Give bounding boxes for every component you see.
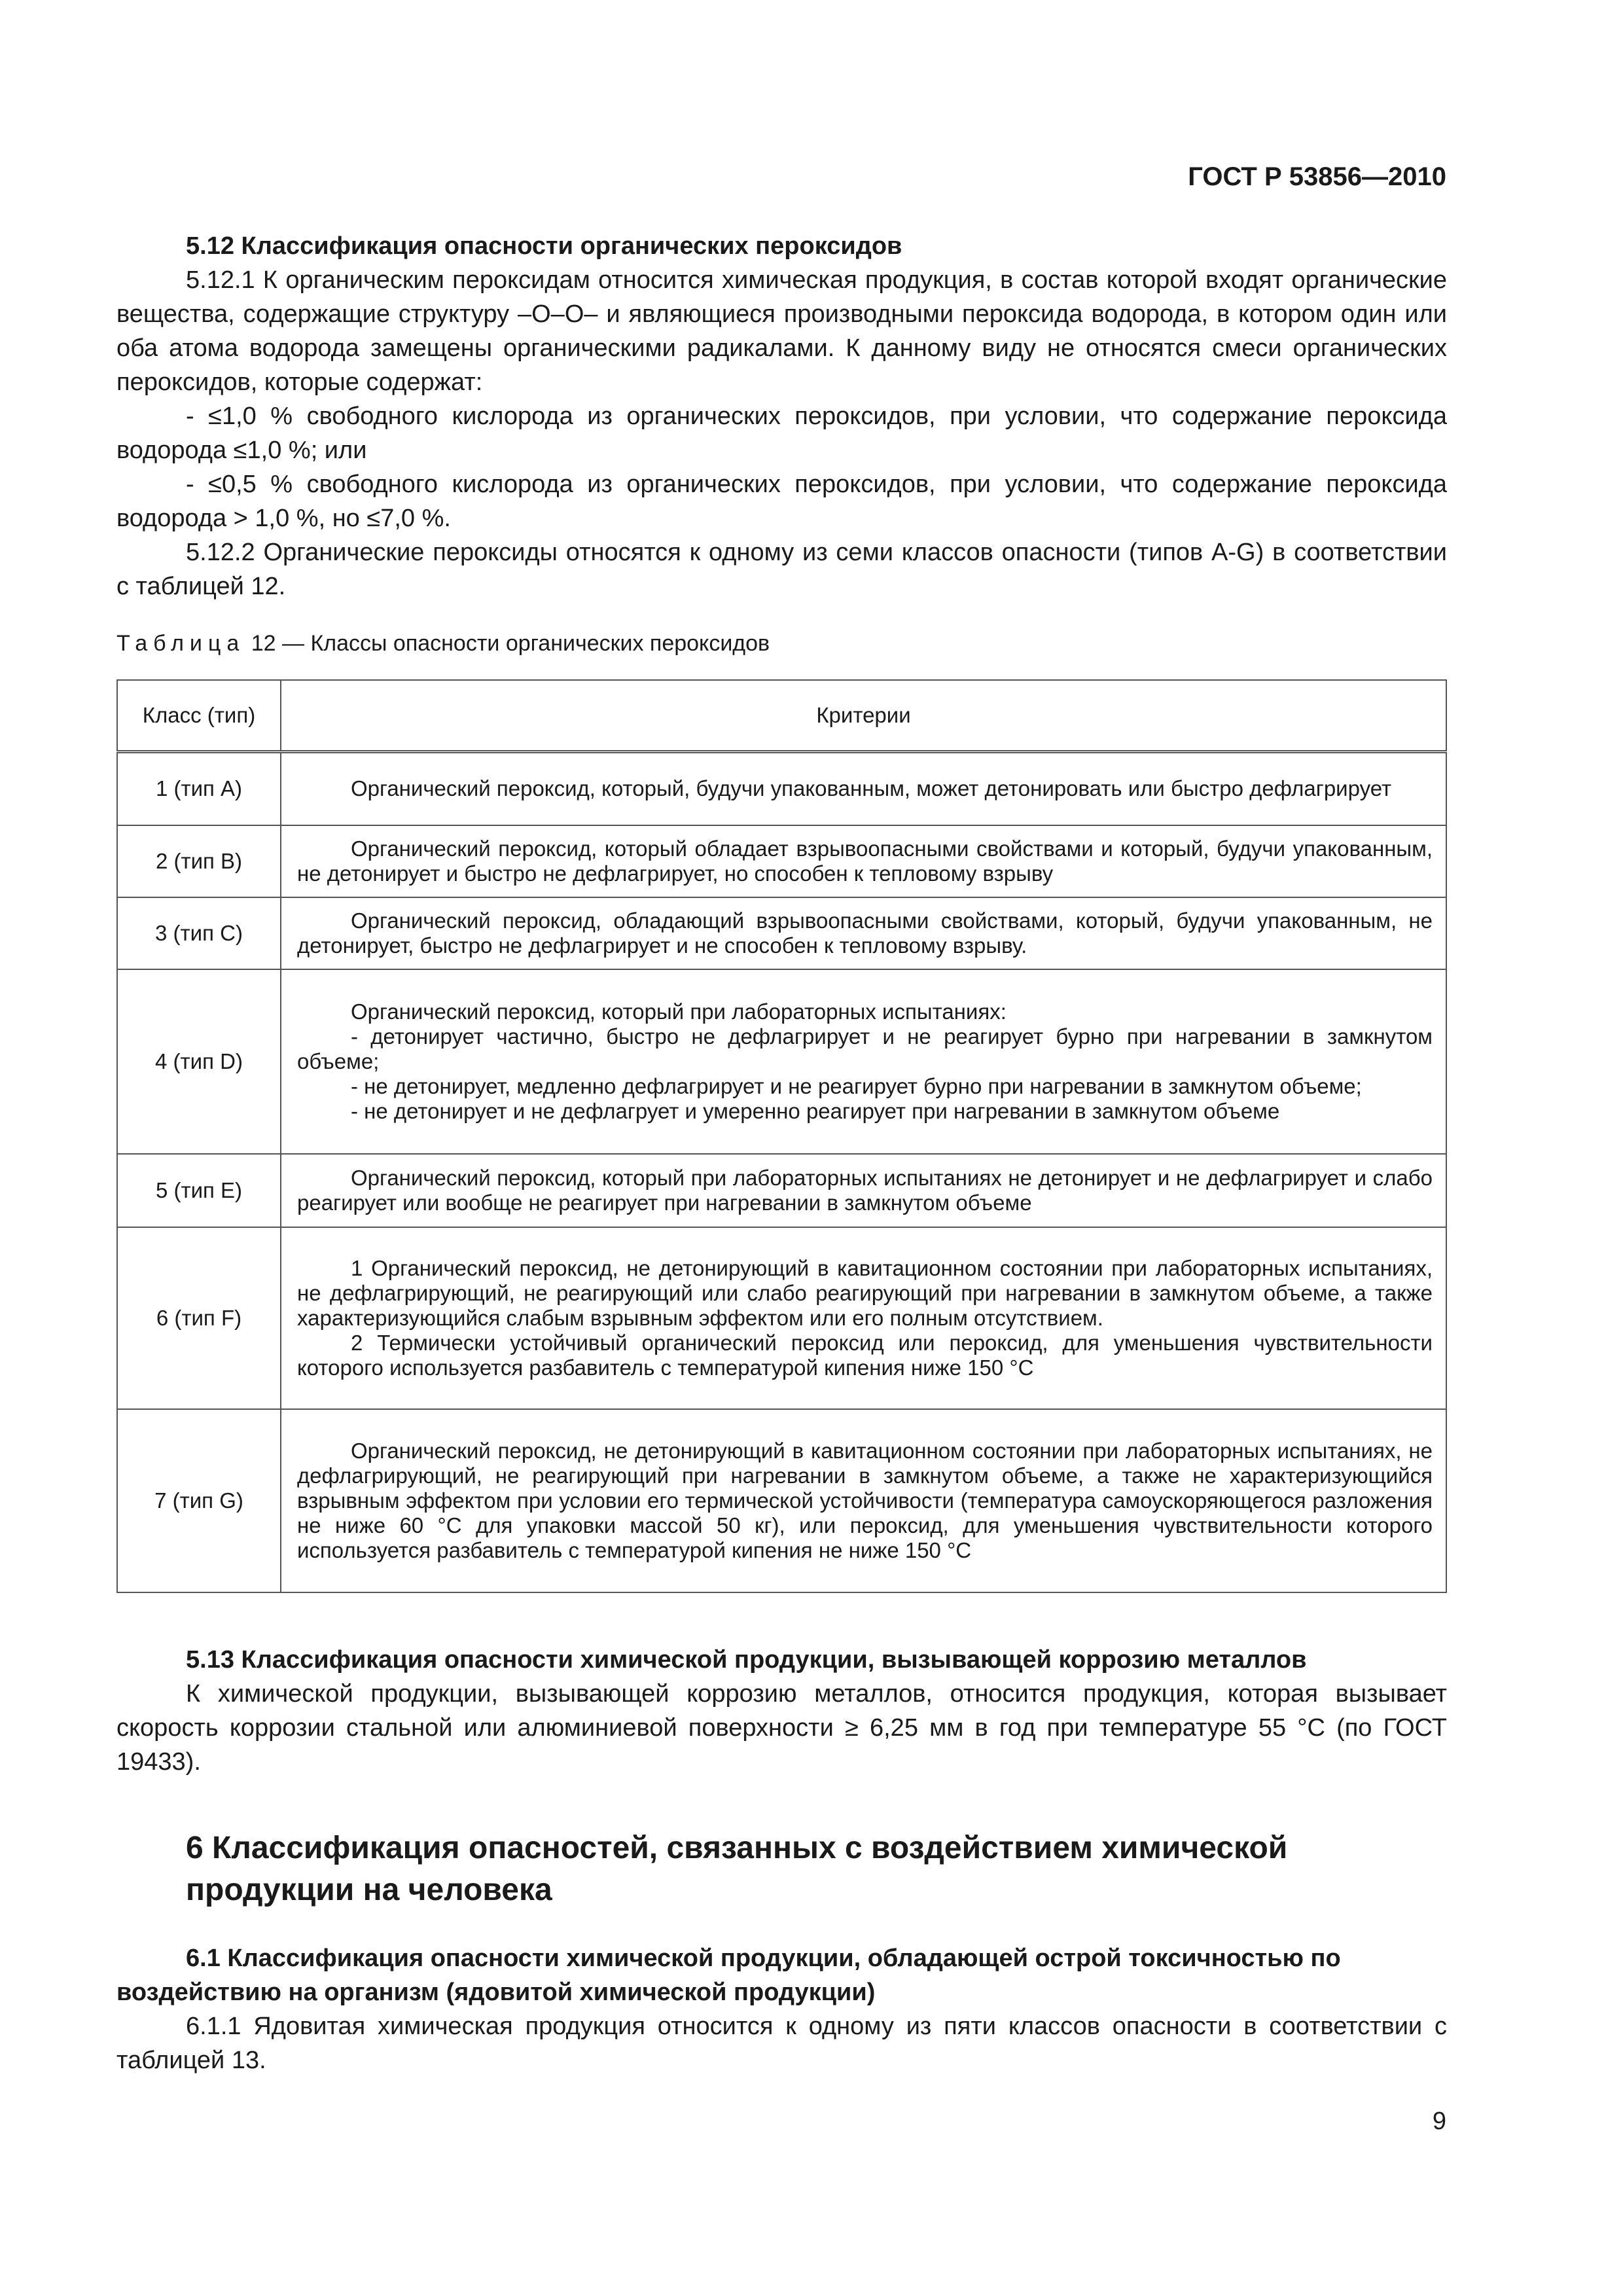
criteria-cell xyxy=(281,969,1446,1154)
document-code: ГОСТ Р 53856—2010 xyxy=(1188,162,1446,191)
criteria-text: 2 Термически устойчивый органический пероксид или пероксид, для уменьшения чувствительности которого используется разбавитель с температурой кипения ниже 150 °С xyxy=(297,1330,1433,1380)
paragraph: К химической продукции, вызывающей коррозию металлов, относится продукция, которая вызывает скорость коррозии стальной или алюминиевой поверхности ≥ 6,25 мм в год при температуре 55 °С (по ГОСТ 19433). xyxy=(116,1680,1447,1776)
chapter-heading-line-2: продукции на человека xyxy=(186,1873,552,1907)
table-row xyxy=(117,1154,1446,1227)
section-5-13 xyxy=(116,1643,1447,1779)
class-cell: 7 (тип G) xyxy=(117,1409,281,1592)
table-header-row xyxy=(117,680,1446,752)
criteria-cell xyxy=(281,825,1446,897)
criteria-text: Органический пероксид, который при лабораторных испытаниях: xyxy=(351,999,1007,1024)
class-cell: 3 (тип C) xyxy=(117,897,281,969)
class-cell: 2 (тип B) xyxy=(117,825,281,897)
hazard-classes-table xyxy=(116,679,1447,1593)
criteria-text: - не детонирует, медленно дефлагрирует и не реагирует бурно при нагревании в замкнутом объеме; xyxy=(351,1073,1362,1098)
criteria-cell xyxy=(281,1409,1446,1592)
criteria-text: Органический пероксид, который, будучи упакованным, может детонировать или быстро дефлагрирует xyxy=(351,776,1392,801)
column-header-criteria: Критерии xyxy=(281,680,1446,752)
paragraph: 5.12.2 Органические пероксиды относятся к одному из семи классов опасности (типов A-G) в соответствии с таблицей 12. xyxy=(116,539,1447,600)
section-6-1 xyxy=(116,1941,1447,2077)
criteria-cell xyxy=(281,1227,1446,1409)
list-item: - ≤1,0 % свободного кислорода из органических пероксидов, при условии, что содержание пероксида водорода ≤1,0 %; или xyxy=(116,403,1447,464)
criteria-cell xyxy=(281,752,1446,825)
table-caption-text: 12 — Классы опасности органических пероксидов xyxy=(245,631,770,656)
criteria-text: Органический пероксид, обладающий взрывоопасными свойствами, который, будучи упакованным, не детонирует, быстро не дефлагрирует и не способен к тепловому взрыву. xyxy=(297,908,1433,958)
table-row xyxy=(117,1409,1446,1592)
paragraph: 6.1.1 Ядовитая химическая продукция относится к одному из пяти классов опасности в соответствии с таблицей 13. xyxy=(116,2013,1447,2074)
class-cell: 5 (тип E) xyxy=(117,1154,281,1227)
chapter-heading-line-1: 6 Классификация опасностей, связанных с воздействием химической xyxy=(186,1831,1288,1865)
section-heading: 5.13 Классификация опасности химической продукции, вызывающей коррозию металлов xyxy=(186,1646,1307,1674)
criteria-text: - детонирует частично, быстро не дефлагрирует и не реагирует бурно при нагревании в замкнутом объеме; xyxy=(297,1024,1433,1073)
table-row xyxy=(117,752,1446,825)
criteria-text: Органический пероксид, который обладает взрывоопасными свойствами и который, будучи упакованным, не детонирует и быстро не дефлагрирует, но способен к тепловому взрыву xyxy=(297,836,1433,886)
section-6 xyxy=(116,1827,1447,1911)
list-item: - ≤0,5 % свободного кислорода из органических пероксидов, при условии, что содержание пероксида водорода > 1,0 %, но ≤7,0 %. xyxy=(116,471,1447,532)
criteria-text: Органический пероксид, который при лабораторных испытаниях не детонирует и не дефлагрирует и слабо реагирует или вообще не реагирует при нагревании в замкнутом объеме xyxy=(297,1165,1433,1215)
page-number: 9 xyxy=(1432,2108,1446,2135)
criteria-text: - не детонирует и не дефлагрует и умеренно реагирует при нагревании в замкнутом объеме xyxy=(351,1098,1280,1123)
table-row xyxy=(117,969,1446,1154)
class-cell: 4 (тип D) xyxy=(117,969,281,1154)
column-header-class: Класс (тип) xyxy=(117,680,281,752)
criteria-cell xyxy=(281,1154,1446,1227)
class-cell: 1 (тип A) xyxy=(117,752,281,825)
table-row xyxy=(117,897,1446,969)
class-cell: 6 (тип F) xyxy=(117,1227,281,1409)
section-heading: 6.1 Классификация опасности химической продукции, обладающей острой токсичностью по воздействию на организм (ядовитой химической продукции) xyxy=(116,1945,1341,2006)
table-row xyxy=(117,1227,1446,1409)
criteria-text: Органический пероксид, не детонирующий в кавитационном состоянии при лабораторных испытаниях, не дефлагрирующий, не реагирующий при нагревании в замкнутом объеме, а также не характеризующийся взрывным эффектом при условии его термической устойчивости (температура самоускоряющегося разложения не ниже 60 °С для упаковки массой 50 кг), или пероксид, для уменьшения чувствительности которого используется разбавитель с температурой кипения не ниже 150 °С xyxy=(297,1438,1433,1562)
section-5-12 xyxy=(116,229,1447,603)
table-caption-label: Таблица xyxy=(116,631,245,656)
paragraph: 5.12.1 К органическим пероксидам относится химическая продукция, в состав которой входят органические вещества, содержащие структуру –O–O– и являющиеся производными пероксида водорода, в котором один или оба атома водорода замещены органическими радикалами. К данному виду не относятся смеси органических пероксидов, которые содержат: xyxy=(116,266,1447,396)
section-heading: 5.12 Классификация опасности органических пероксидов xyxy=(186,232,902,260)
criteria-text: 1 Органический пероксид, не детонирующий в кавитационном состоянии при лабораторных испытаниях, не дефлагрирующий, не реагирующий или слабо реагирующий при нагревании в замкнутом объеме, а также характеризующийся слабым взрывным эффектом или его полным отсутствием. xyxy=(297,1255,1433,1330)
table-caption xyxy=(116,631,770,656)
table-row xyxy=(117,825,1446,897)
criteria-cell xyxy=(281,897,1446,969)
